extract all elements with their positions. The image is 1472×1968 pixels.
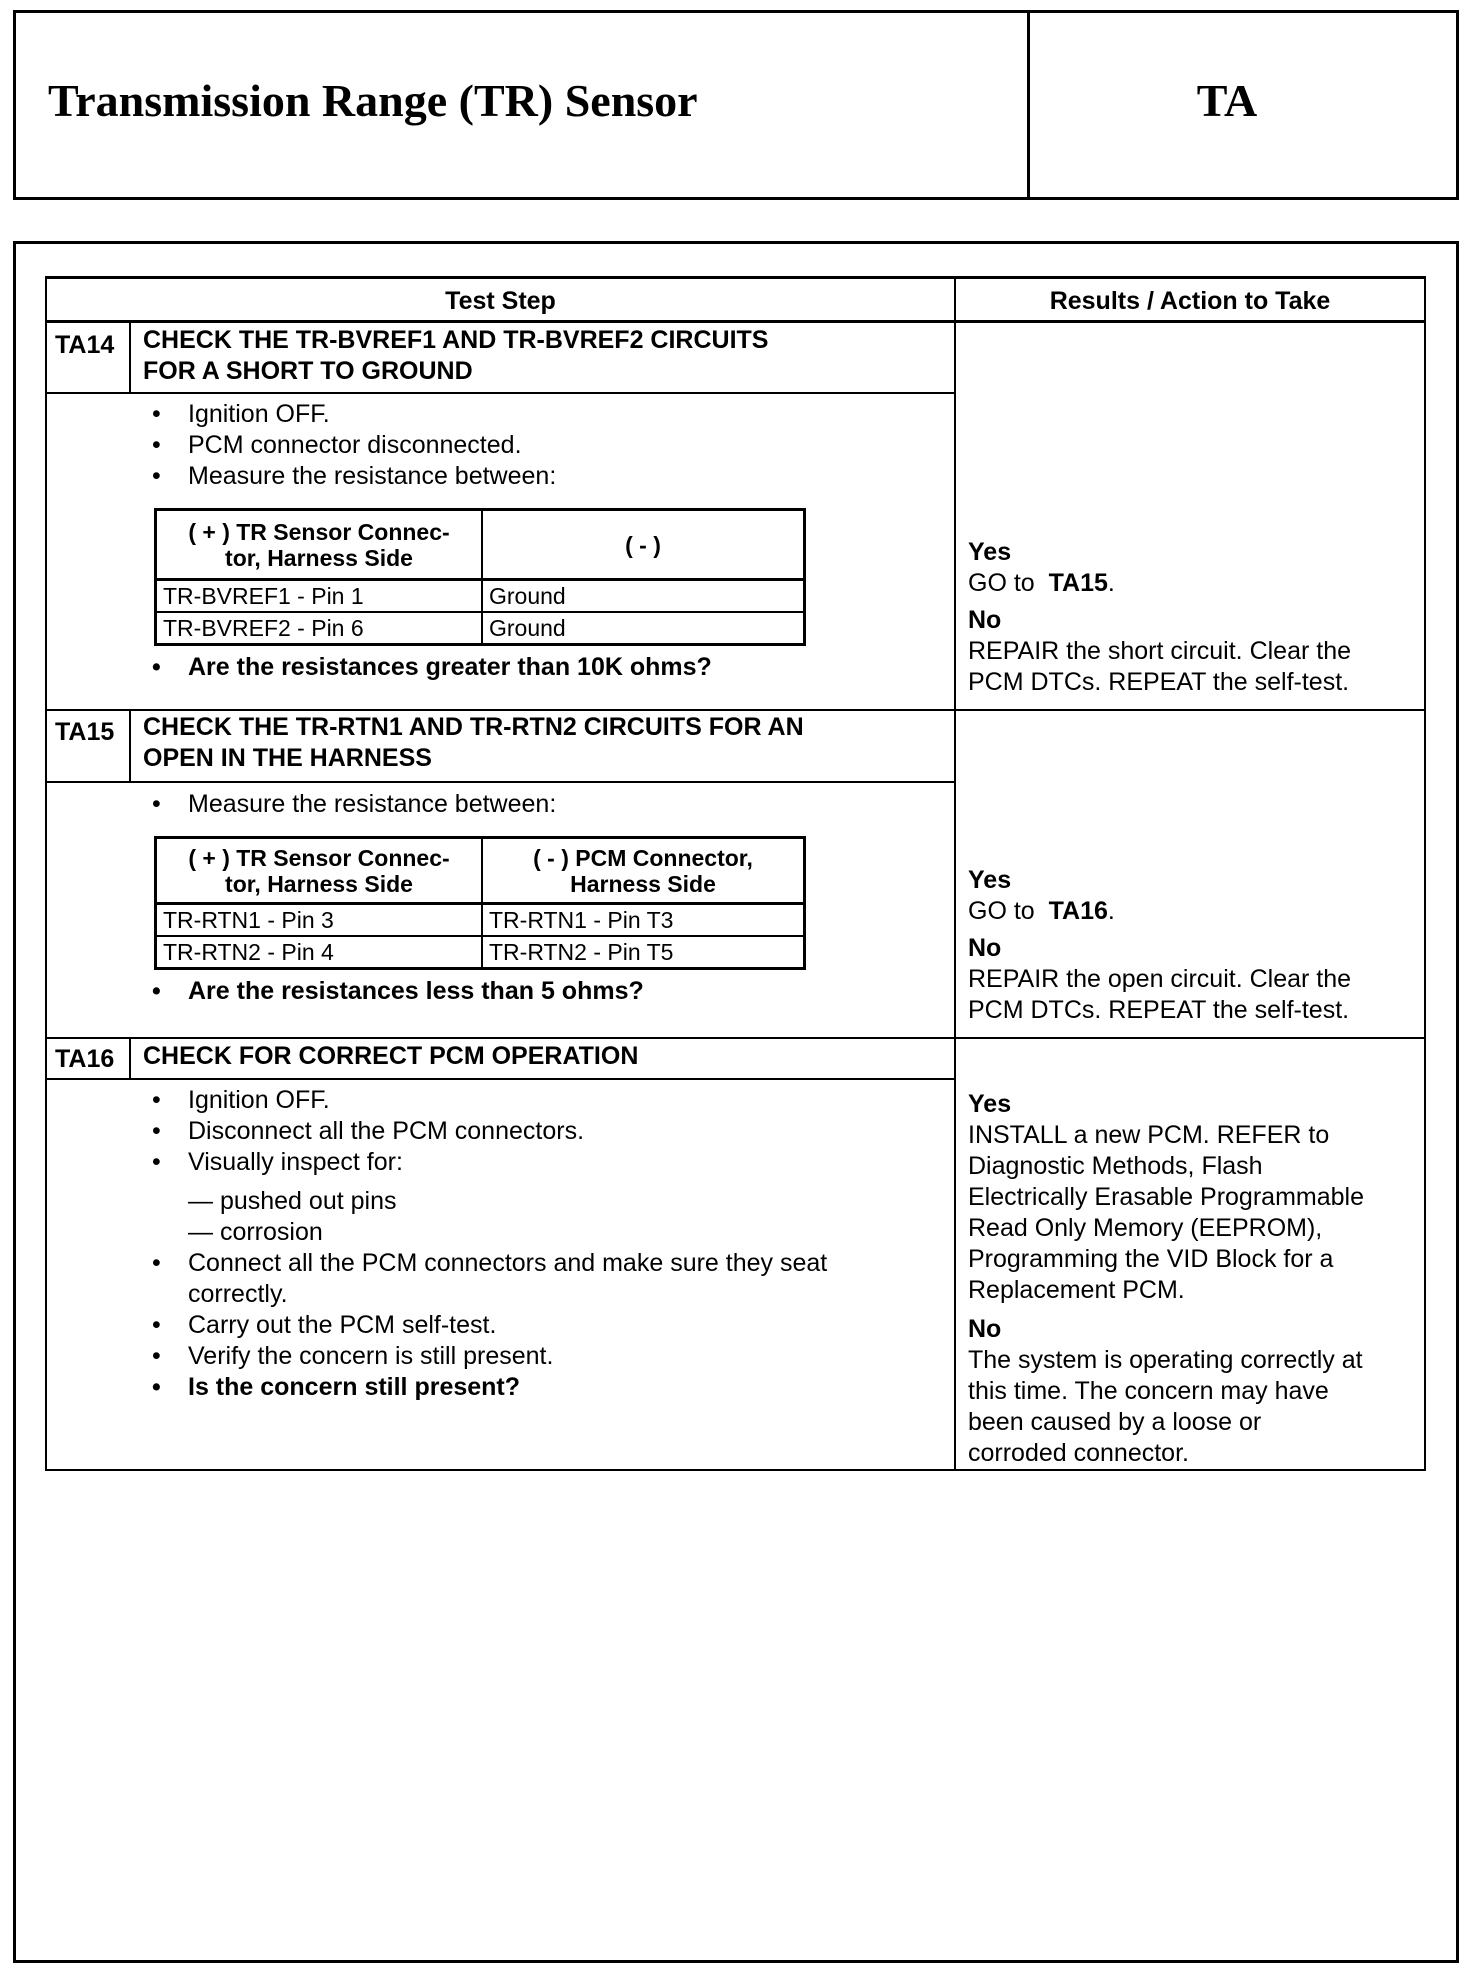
step-title-line: CHECK THE TR-RTN1 AND TR-RTN2 CIRCUITS FOR AN [143, 713, 804, 741]
step-id-divider [129, 322, 131, 394]
no-text: this time. The concern may have [968, 1377, 1329, 1405]
no-text: REPAIR the short circuit. Clear the [968, 637, 1352, 665]
step-title-line: CHECK THE TR-BVREF1 AND TR-BVREF2 CIRCUITS [143, 326, 769, 354]
header-line: ( + ) TR Sensor Connec- [188, 844, 450, 871]
table-cell: TR-RTN1 - Pin T3 [482, 904, 805, 937]
yes-text: Read Only Memory (EEPROM), [968, 1214, 1323, 1242]
table-cell: Ground [482, 612, 805, 645]
section-code: TA [1196, 75, 1258, 126]
goto-link[interactable]: TA16 [1048, 897, 1108, 925]
bullet-item: • Disconnect all the PCM connectors. [152, 1116, 922, 1147]
bullet-item: • Measure the resistance between: [152, 461, 942, 492]
results-cell [968, 537, 1418, 698]
column-divider [954, 279, 956, 1469]
header-line: Harness Side [570, 870, 716, 897]
step-title-rule [47, 1078, 954, 1080]
table-cell: TR-BVREF1 - Pin 1 [156, 580, 483, 613]
step-title [143, 325, 768, 387]
yes-label: Yes [968, 866, 1012, 894]
table-cell: Ground [482, 580, 805, 613]
header-line: ( - ) [625, 531, 661, 558]
yes-text: Electrically Erasable Programmable [968, 1183, 1364, 1211]
measurement-table [154, 508, 806, 646]
diagnostic-table [45, 276, 1426, 1471]
no-text: corroded connector. [968, 1439, 1189, 1467]
step-id-divider [129, 709, 131, 781]
column-header-plus [156, 510, 483, 580]
yes-label: Yes [968, 1090, 1012, 1118]
table-row [156, 904, 805, 937]
table-cell: TR-BVREF2 - Pin 6 [156, 612, 483, 645]
table-cell: TR-RTN1 - Pin 3 [156, 904, 483, 937]
table-row [156, 936, 805, 969]
step-rule [47, 709, 1424, 711]
yes-text: Diagnostic Methods, Flash [968, 1152, 1263, 1180]
question: • Is the concern still present? [152, 1372, 922, 1403]
yes-label: Yes [968, 538, 1012, 566]
bullet-item: • PCM connector disconnected. [152, 430, 942, 461]
column-header-plus [156, 838, 483, 904]
sub-item: — pushed out pins [188, 1187, 397, 1215]
column-header-results: Results / Action to Take [1049, 287, 1331, 315]
step-id-divider [129, 1037, 131, 1079]
results-cell [968, 1089, 1422, 1469]
no-label: No [968, 1315, 1002, 1343]
goto-link[interactable]: TA15 [1048, 569, 1108, 597]
sub-item: — corrosion [188, 1218, 323, 1246]
no-label: No [968, 934, 1002, 962]
step-title-line: FOR A SHORT TO GROUND [143, 357, 473, 385]
column-header-minus [482, 510, 805, 580]
step-title: CHECK FOR CORRECT PCM OPERATION [143, 1042, 639, 1070]
yes-text: Programming the VID Block for a [968, 1245, 1334, 1273]
step-body [152, 399, 942, 683]
step-rule [47, 1037, 1424, 1039]
step-title [143, 712, 804, 774]
table-cell: TR-RTN2 - Pin T5 [482, 936, 805, 969]
measurement-table [154, 836, 806, 970]
table-row [156, 612, 805, 645]
no-label: No [968, 606, 1002, 634]
bullet-item: • Visually inspect for: [152, 1147, 922, 1178]
bullet-item: • Connect all the PCM connectors and make sure they seat correctly. [152, 1248, 922, 1310]
table-cell: TR-RTN2 - Pin 4 [156, 936, 483, 969]
header-rule [47, 320, 1424, 323]
no-text: PCM DTCs. REPEAT the self-test. [968, 668, 1350, 696]
yes-text: INSTALL a new PCM. REFER to [968, 1121, 1330, 1149]
yes-action: GO to TA15. [968, 569, 1115, 597]
step-title-rule [47, 392, 954, 394]
no-text: The system is operating correctly at [968, 1346, 1363, 1374]
no-text: REPAIR the open circuit. Clear the [968, 965, 1352, 993]
step-body [152, 1085, 922, 1403]
step-id: TA16 [55, 1045, 115, 1073]
column-header-test-step: Test Step [445, 287, 556, 315]
header-line: ( - ) PCM Connector, [533, 844, 753, 871]
page-title: Transmission Range (TR) Sensor [48, 75, 698, 126]
step-id: TA14 [55, 331, 115, 359]
step-title-rule [47, 781, 954, 783]
header-line: ( + ) TR Sensor Connec- [188, 518, 450, 545]
bullet-item: • Carry out the PCM self-test. [152, 1310, 922, 1341]
table-row [156, 580, 805, 613]
bullet-item: • Ignition OFF. [152, 399, 942, 430]
yes-text: Replacement PCM. [968, 1276, 1185, 1304]
bullet-item: • Ignition OFF. [152, 1085, 922, 1116]
step-body [152, 789, 942, 1007]
step-id: TA15 [55, 718, 115, 746]
question: • Are the resistances less than 5 ohms? [152, 976, 942, 1007]
yes-text: GO to [968, 897, 1035, 925]
bullet-item: • Verify the concern is still present. [152, 1341, 922, 1372]
yes-text: GO to [968, 569, 1035, 597]
question: • Are the resistances greater than 10K ohms? [152, 652, 942, 683]
results-cell [968, 865, 1418, 1026]
no-text: PCM DTCs. REPEAT the self-test. [968, 996, 1350, 1024]
column-header-minus [482, 838, 805, 904]
header-line: tor, Harness Side [225, 870, 413, 897]
yes-action: GO to TA16. [968, 897, 1115, 925]
step-title-line: OPEN IN THE HARNESS [143, 744, 432, 772]
no-text: been caused by a loose or [968, 1408, 1262, 1436]
header-line: tor, Harness Side [225, 544, 413, 571]
bullet-item: • Measure the resistance between: [152, 789, 942, 820]
